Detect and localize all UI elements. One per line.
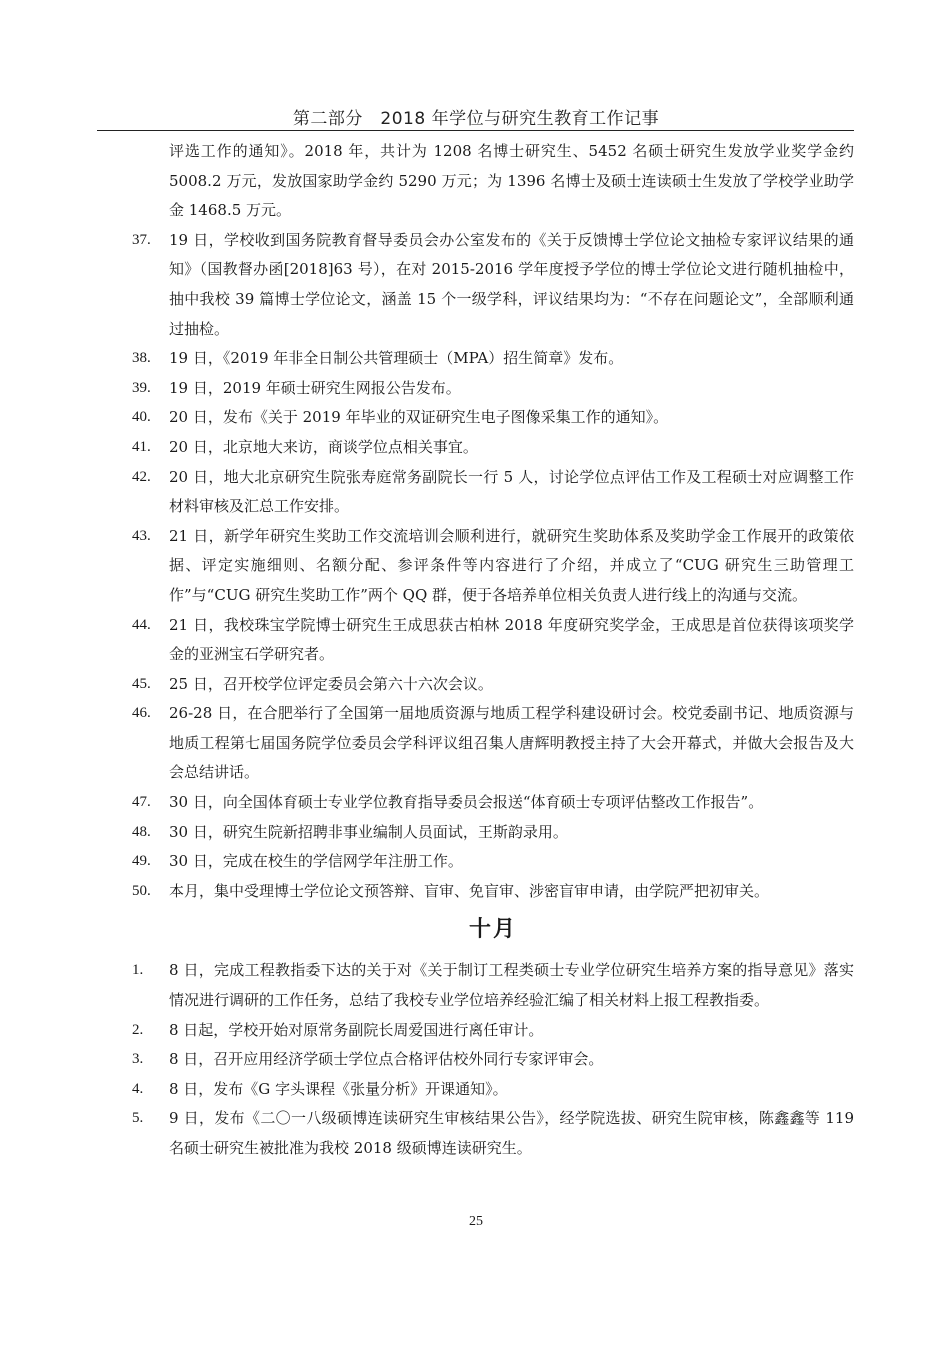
list-item-text: 8 日起，学校开始对原常务副院长周爱国进行离任审计。 <box>169 1020 544 1039</box>
list-item <box>132 670 854 700</box>
list-item-number: 1. <box>132 962 144 979</box>
list-item-number: 45. <box>132 675 151 692</box>
list-item-text: 30 日，研究生院新招聘非事业编制人员面试，王斯韵录用。 <box>169 822 568 841</box>
list-item-text: 30 日，向全国体育硕士专业学位教育指导委员会报送“体育硕士专项评估整改工作报告”。 <box>169 793 764 812</box>
list-item <box>132 522 854 611</box>
list-item-text: 20 日，发布《关于 2019 年毕业的双证研究生电子图像采集工作的通知》。 <box>169 408 669 427</box>
list-item-number: 42. <box>132 468 151 485</box>
header-rule <box>97 130 854 131</box>
section-title-october: 十月 <box>468 917 517 943</box>
list-item-text: 20 日，北京地大来访，商谈学位点相关事宜。 <box>169 437 478 456</box>
list-item-number: 41. <box>132 438 151 455</box>
list-item-number: 43. <box>132 527 151 544</box>
list-item-number: 2. <box>132 1021 144 1038</box>
list-item-text: 30 日，完成在校生的学信网学年注册工作。 <box>169 852 463 871</box>
list-item-number: 48. <box>132 823 151 840</box>
list-item-text: 25 日，召开校学位评定委员会第六十六次会议。 <box>169 674 493 693</box>
list-item-text: 20 日，地大北京研究生院张寿庭常务副院长一行 5 人，讨论学位点评估工作及工程硕士对应调整工作材料审核及汇总工作安排。 <box>169 467 854 516</box>
list-item <box>132 1016 854 1046</box>
list-item-number: 50. <box>132 882 151 899</box>
page-header: 第二部分 2018 年学位与研究生教育工作记事 <box>292 109 660 129</box>
list-item <box>132 403 854 433</box>
list-item-number: 38. <box>132 350 151 367</box>
list-item <box>132 699 854 788</box>
list-item-text: 9 日，发布《二〇一八级硕博连读研究生审核结果公告》，经学院选拔、研究生院审核，陈鑫鑫等 119 名硕士研究生被批准为我校 2018 级硕博连读研究生。 <box>169 1109 854 1157</box>
page-content <box>132 137 854 1164</box>
list-item-number: 5. <box>132 1110 144 1127</box>
list-item-text: 8 日，完成工程教指委下达的关于对《关于制订工程类硕士专业学位研究生培养方案的指导意见》落实情况进行调研的工作任务，总结了我校专业学位培养经验汇编了相关材料上报工程教指委。 <box>169 961 854 1010</box>
page-number: 25 <box>469 1214 483 1229</box>
list-item-text: 21 日，我校珠宝学院博士研究生王成思获古柏林 2018 年度研究奖学金，王成思是首位获得该项奖学金的亚洲宝石学研究者。 <box>169 615 854 664</box>
list-item <box>132 1075 854 1105</box>
list-item-text: 26-28 日，在合肥举行了全国第一届地质资源与地质工程学科建设研讨会。校党委副书记、地质资源与地质工程第七届国务院学位委员会学科评议组召集人唐辉明教授主持了大会开幕式，并做大会报告及大会总结讲话。 <box>169 704 854 782</box>
list-item-text: 21 日，新学年研究生奖助工作交流培训会顺利进行，就研究生奖助体系及奖助学金工作展开的政策依据、评定实施细则、名额分配、参评条件等内容进行了介绍，并成立了“CUG 研究生三助管理工作”与“CUG 研究生奖助工作”两个 QQ 群，便于各培养单位相关负责人进行线上的沟通与交流。 <box>169 526 854 604</box>
list-item <box>132 956 854 1015</box>
list-item-number: 39. <box>132 379 151 396</box>
list-item <box>132 847 854 877</box>
list-item <box>132 788 854 818</box>
list-item <box>132 226 854 344</box>
list-item-text: 19 日，2019 年硕士研究生网报公告发布。 <box>169 378 461 397</box>
list-item-number: 3. <box>132 1051 144 1068</box>
list-item-number: 4. <box>132 1080 144 1097</box>
list-item <box>132 374 854 404</box>
list-item-number: 49. <box>132 853 151 870</box>
list-item <box>132 463 854 522</box>
list-item-number: 46. <box>132 705 151 722</box>
list-item-text: 8 日，发布《G 字头课程《张量分析》开课通知》。 <box>169 1079 508 1098</box>
list-item-text: 19 日，《2019 年非全日制公共管理硕士（MPA）招生简章》发布。 <box>169 349 624 368</box>
october-list <box>132 956 854 1163</box>
list-item <box>132 818 854 848</box>
list-item-number: 47. <box>132 794 151 811</box>
list-item <box>132 877 854 907</box>
list-item <box>132 1104 854 1163</box>
list-item <box>132 1045 854 1075</box>
list-item-number: 37. <box>132 231 151 248</box>
list-item <box>132 344 854 374</box>
list-item-text: 19 日，学校收到国务院教育督导委员会办公室发布的《关于反馈博士学位论文抽检专家评议结果的通知》（国教督办函[2018]63 号），在对 2015-2016 学年度授予学位的博士学位论文进行随机抽检中，抽中我校 39 篇博士学位论文，涵盖 15 个一级学科，评议结果均为：“不存在问题论文”，全部顺利通过抽检。 <box>169 230 854 338</box>
continuation-paragraph: 评选工作的通知》。2018 年，共计为 1208 名博士研究生、5452 名硕士研究生发放学业奖学金约 5008.2 万元，发放国家助学金约 5290 万元；为 1396 名博士及硕士连读硕士生发放了学校学业助学金 1468.5 万元。 <box>169 142 854 220</box>
list-item <box>132 433 854 463</box>
september-list <box>132 226 854 907</box>
list-item-number: 44. <box>132 616 151 633</box>
list-item-number: 40. <box>132 409 151 426</box>
list-item-text: 8 日，召开应用经济学硕士学位点合格评估校外同行专家评审会。 <box>169 1050 604 1069</box>
list-item <box>132 611 854 670</box>
list-item-text: 本月，集中受理博士学位论文预答辩、盲审、免盲审、涉密盲审申请，由学院严把初审关。 <box>169 881 770 900</box>
